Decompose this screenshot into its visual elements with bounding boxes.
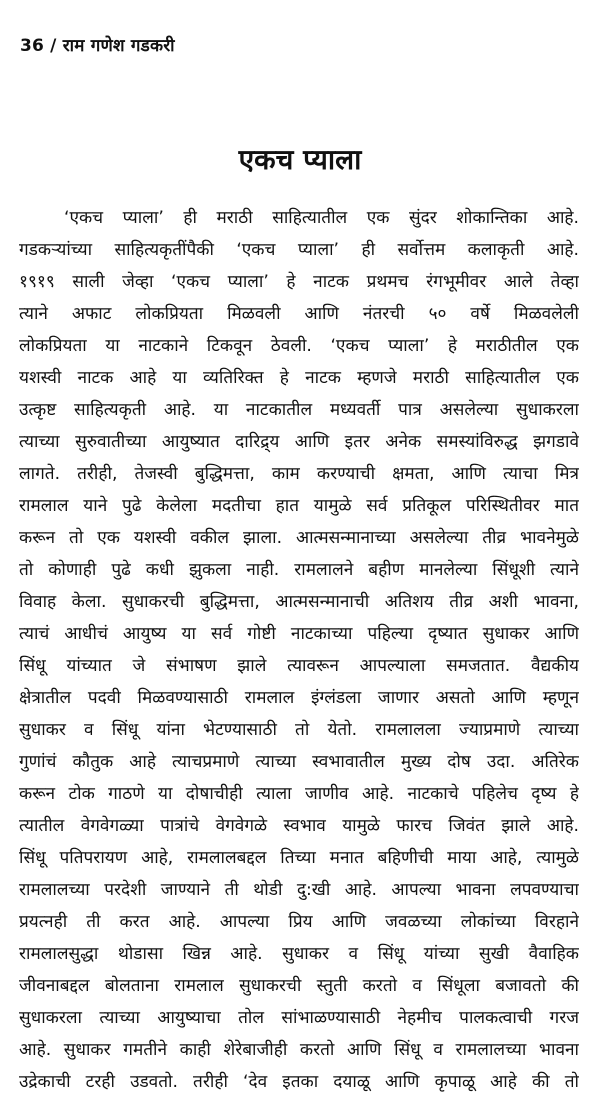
text-line: त्याचं आधीचं आयुष्य या सर्व गोष्टी नाटकाच्या पहिल्या दृष्यात सुधाकर आणि [19,624,579,644]
text-line: सुधाकर व सिंधू यांना भेटण्यासाठी तो येतो. रामलालला ज्याप्रमाणे त्याच्या [19,720,579,740]
text-line: रामलाल याने पुढे केलेला मदतीचा हात यामुळे सर्व प्रतिकूल परिस्थितीवर मात [19,496,579,516]
text-line: लागते. तरीही, तेजस्वी बुद्धिमत्ता, काम करण्याची क्षमता, आणि त्याचा मित्र [19,464,579,484]
text-line: रामलालच्या परदेशी जाण्याने ती थोडी दु:खी आहे. आपल्या भावना लपवण्याचा [19,880,579,900]
page-header: 36 / राम गणेश गडकरी [20,36,175,56]
text-line: सुधाकरला त्याच्या आयुष्याचा तोल सांभाळण्यासाठी नेहमीच पालकत्वाची गरज [19,1008,579,1028]
text-line: त्याने अफाट लोकप्रियता मिळवली आणि नंतरची ५० वर्षे मिळवलेली [19,304,579,324]
text-line: सिंधू पतिपरायण आहे, रामलालबद्दल तिच्या मनात बहिणीची माया आहे, त्यामुळे [19,848,579,868]
text-line: प्रयत्नही ती करत आहे. आपल्या प्रिय आणि जवळच्या लोकांच्या विरहाने [19,912,579,932]
body-text [19,202,579,1098]
text-line: रामलालसुद्धा थोडासा खिन्न आहे. सुधाकर व सिंधू यांच्या सुखी वैवाहिक [19,944,579,964]
text-line: ‘एकच प्याला’ ही मराठी साहित्यातील एक सुंदर शोकान्तिका आहे. [64,208,579,228]
text-line: उत्कृष्ट साहित्यकृती आहे. या नाटकातील मध्यवर्ती पात्र असलेल्या सुधाकरला [19,400,579,420]
text-line: १९१९ साली जेव्हा ‘एकच प्याला’ हे नाटक प्रथमच रंगभूमीवर आले तेव्हा [19,272,579,292]
text-line: लोकप्रियता या नाटकाने टिकवून ठेवली. ‘एकच प्याला’ हे मराठीतील एक [19,336,579,356]
text-line: सिंधू यांच्यात जे संभाषण झाले त्यावरून आपल्याला समजतात. वैद्यकीय [19,656,579,676]
text-line: विवाह केला. सुधाकरची बुद्धिमत्ता, आत्मसन्मानाची अतिशय तीव्र अशी भावना, [19,592,579,612]
text-line: गुणांचं कौतुक आहे त्याचप्रमाणे त्याच्या स्वभावातील मुख्य दोष उदा. अतिरेक [19,752,579,772]
text-line: गडकऱ्यांच्या साहित्यकृतींपैकी ‘एकच प्याला’ ही सर्वोत्तम कलाकृती आहे. [19,240,579,260]
text-line: आहे. सुधाकर गमतीने काही शेरेबाजीही करतो आणि सिंधू व रामलालच्या भावना [19,1040,579,1060]
chapter-title: एकच प्याला [238,143,362,176]
text-line: त्यातील वेगवेगळ्या पात्रांचे वेगवेगळे स्वभाव यामुळे फारच जिवंत झाले आहे. [19,816,579,836]
text-line: उद्रेकाची टरही उडवतो. तरीही ‘देव इतका दयाळू आणि कृपाळू आहे की तो [19,1072,579,1092]
text-line: क्षेत्रातील पदवी मिळवण्यासाठी रामलाल इंग्लंडला जाणार असतो आणि म्हणून [19,688,579,708]
text-line: तो कोणाही पुढे कधी झुकला नाही. रामलालने बहीण मानलेल्या सिंधूशी त्याने [19,560,579,580]
text-line: जीवनाबद्दल बोलताना रामलाल सुधाकरची स्तुती करतो व सिंधूला बजावतो की [19,976,579,996]
text-line: यशस्वी नाटक आहे या व्यतिरिक्त हे नाटक म्हणजे मराठी साहित्यातील एक [19,368,579,388]
text-line: त्याच्या सुरुवातीच्या आयुष्यात दारिद्र्य आणि इतर अनेक समस्यांविरुद्ध झगडावे [19,432,579,452]
text-line: करून टोक गाठणे या दोषाचीही त्याला जाणीव आहे. नाटकाचे पहिलेच दृष्य हे [19,784,579,804]
text-line: करून तो एक यशस्वी वकील झाला. आत्मसन्मानाच्या असलेल्या तीव्र भावनेमुळे [19,528,579,548]
